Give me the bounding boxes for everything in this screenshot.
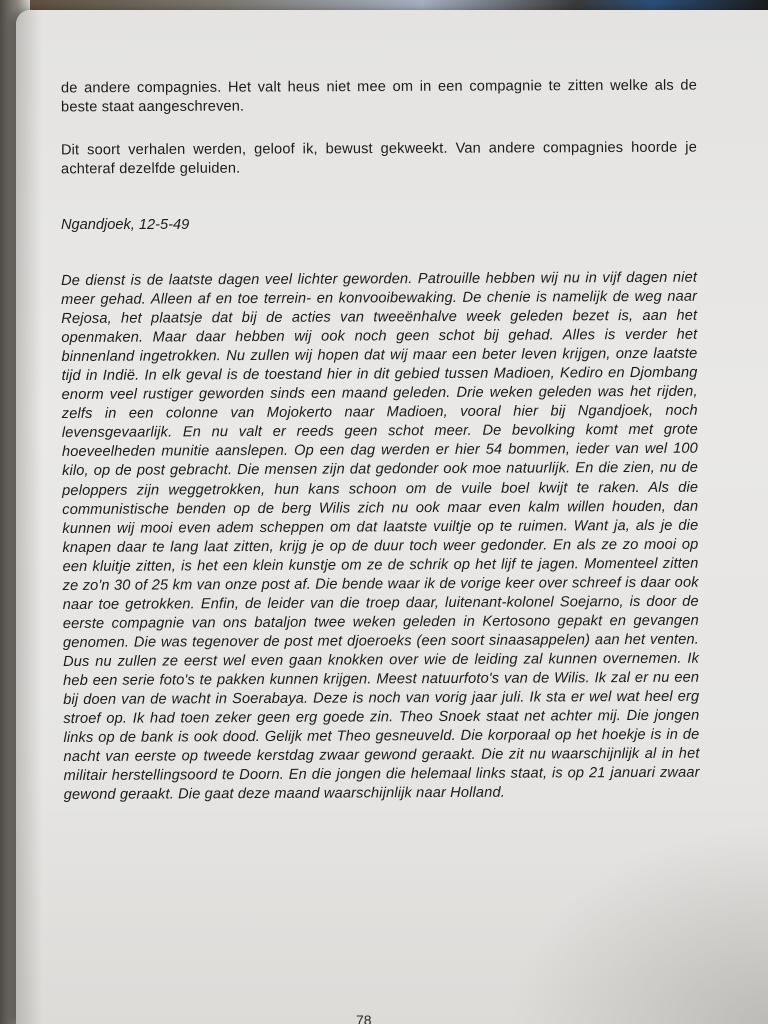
paragraph-2: Dit soort verhalen werden, geloof ik, bewust gekweekt. Van andere compagnies hoorde je achteraf dezelfde geluiden. [60,139,697,178]
book-page [16,10,768,1024]
page-number: 78 [356,1012,372,1024]
diary-heading: Ngandjoek, 12-5-49 [61,217,190,233]
diary-body-text: De dienst is de laatste dagen veel lichter geworden. Patrouille hebben wij nu in vijf dagen niet meer gehad. Alleen af en toe terrein- en konvooibewaking. De chenie is namelijk de weg naar Rejosa, het plaatsje dat bij de acties van tweeënhalve week geleden bezet is, aan het openmaken. Maar daar hebben wij ook noch geen schot bij gehad. Alles is verder het binnenland ingetrokken. Nu zullen wij hopen dat wij maar een beter leven krijgen, onze laatste tijd in Indië. In elk geval is de toestand hier in dit gebied tussen Madioen, Kediro en Djombang enorm veel rustiger geworden sinds een maand geleden. Drie weken geleden was het rijden, zelfs in een colonne van Mojokerto naar Madioen, vooral hier bij Ngandjoek, noch levensgevaarlijk. En nu valt er reeds geen schot meer. De bevolking komt met grote hoeveelheden munitie aanslepen. Op een dag werden er hier 54 bommen, ieder van wel 100 kilo, op de post gebracht. Die mensen zijn dat gedonder ook moe natuurlijk. En die zien, nu de peloppers zijn weggetrokken, hun kans schoon om de vuile boel kwijt te raken. Als die communistische benden op de berg Wilis zich nu ook maar even kalm willen houden, dan kunnen wij mooi even adem scheppen om dat laatste vuiltje op te ruimen. Want ja, als je die knapen daar te lang laat zitten, krijg je op de duur toch weer gedonder. En als ze zo mooi op een kluitje zitten, is het een klein kunstje om ze de schrik op het lijf te jagen. Momenteel zitten ze zo'n 30 of 25 km van onze post af. Die bende waar ik de vorige keer over schreef is daar ook naar toe getrokken. Enfin, de leider van die troep daar, luitenant-kolonel Soejarno, is door de eerste compagnie van ons bataljon twee weken geleden in Kertosono gepakt en gevangen genomen. Die was tegenover de post met djoeroeks (een soort sinaasappelen) aan het venten. Dus nu zullen ze eerst wel even gaan knokken over wie de leiding zal kunnen overnemen. Ik heb een serie foto's te pakken kunnen krijgen. Meest natuurfoto's van de Wilis. Ik zal er nu een bij doen van de wacht in Soerabaya. Deze is noch van vorig jaar juli. Ik sta er wel wat heel erg stroef op. Ik had toen zeker geen erg goede zin. Theo Snoek staat net achter mij. Die jongen links op de bank is ook dood. Gelijk met Theo gesneuveld. Die korporaal op het hoekje is in de nacht van eerste op tweede kerstdag zwaar gewond geraakt. Die zit nu waarschijnlijk al in het militair herstellingsoord te Doorn. En die jongen die helemaal links staat, is op 21 januari zwaar gewond geraakt. Die gaat deze maand waarschijnlijk naar Holland. [61,269,700,804]
paragraph-1: de andere compagnies. Het valt heus niet mee om in een compagnie te zitten welke als de beste staat aangeschreven. [60,77,697,116]
